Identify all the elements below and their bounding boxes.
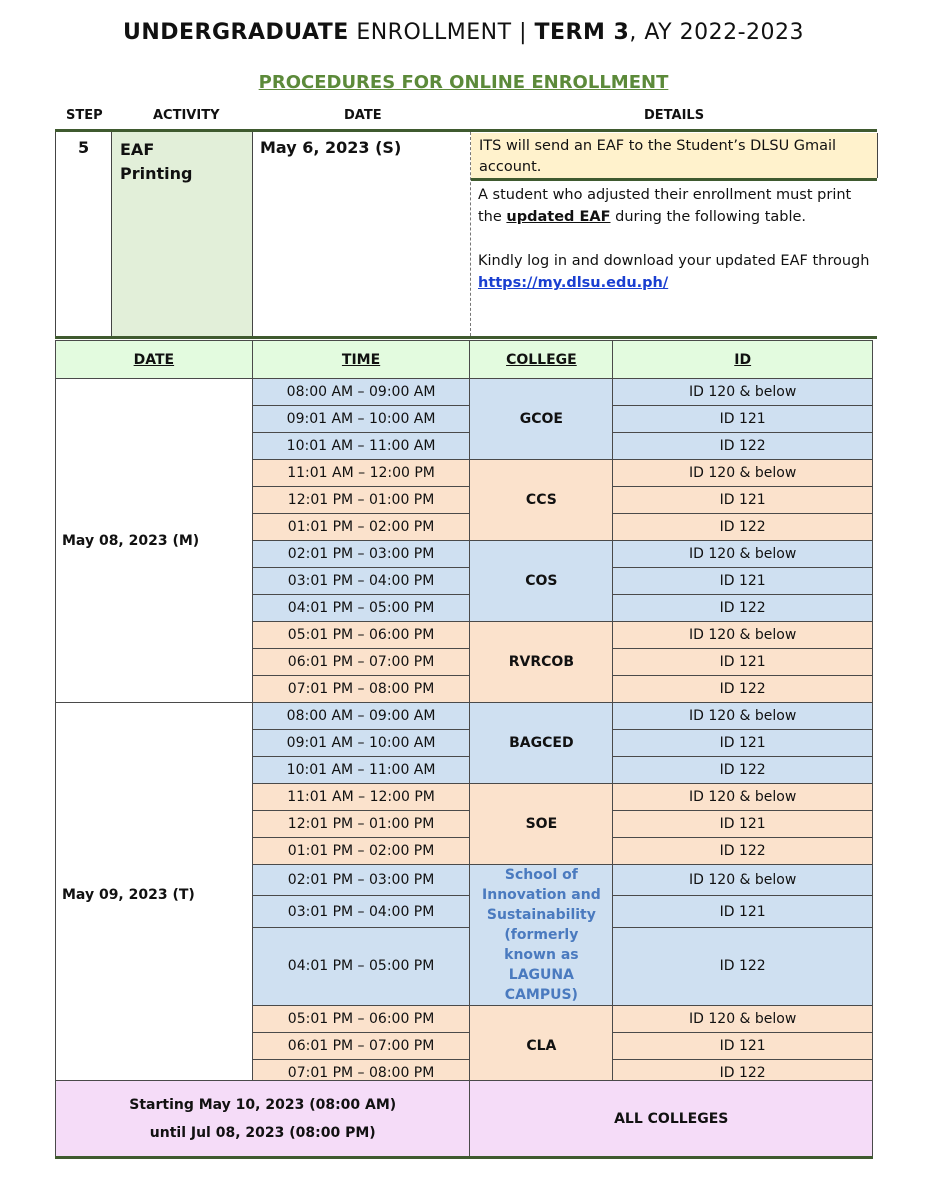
time-slot: 01:01 PM – 02:00 PM — [252, 838, 470, 865]
footer-row — [56, 1081, 873, 1157]
college-name: RVRCOB — [470, 622, 613, 703]
footer-table — [55, 1080, 873, 1157]
header-id: ID — [613, 341, 873, 379]
id-range: ID 122 — [613, 838, 873, 865]
header-time: TIME — [252, 341, 470, 379]
updated-eaf-emphasis: updated EAF — [506, 209, 611, 225]
id-range: ID 121 — [613, 487, 873, 514]
title-part: ENROLLMENT | — [348, 20, 535, 45]
page-subtitle: PROCEDURES FOR ONLINE ENROLLMENT — [258, 72, 669, 93]
college-name: School of Innovation and Sustainability (formerly known as LAGUNA CAMPUS) — [470, 865, 613, 1006]
time-slot: 03:01 PM – 04:00 PM — [252, 568, 470, 595]
time-slot: 01:01 PM – 02:00 PM — [252, 514, 470, 541]
college-name: SOE — [470, 784, 613, 865]
footer-date-line: until Jul 08, 2023 (08:00 PM) — [149, 1124, 376, 1141]
id-range: ID 121 — [613, 649, 873, 676]
details-text-part: Kindly log in and download your updated EAF through — [478, 253, 870, 269]
id-range: ID 121 — [613, 811, 873, 838]
divider-note — [471, 178, 877, 181]
its-note-text: ITS will send an EAF to the Student’s DLSU Gmail account. — [479, 138, 837, 175]
col-header-step: STEP — [66, 108, 103, 123]
col-header-activity: ACTIVITY — [153, 108, 220, 123]
id-range: ID 121 — [613, 568, 873, 595]
header-date: DATE — [56, 341, 253, 379]
time-slot: 04:01 PM – 05:00 PM — [252, 595, 470, 622]
col-header-details: DETAILS — [644, 108, 705, 123]
day-date: May 09, 2023 (T) — [56, 703, 253, 1087]
time-slot: 08:00 AM – 09:00 AM — [252, 703, 470, 730]
college-name: CLA — [470, 1006, 613, 1087]
activity-name — [120, 138, 192, 186]
time-slot: 04:01 PM – 05:00 PM — [252, 927, 470, 1005]
footer-date-line: Starting May 10, 2023 (08:00 AM) — [129, 1096, 397, 1113]
step-number: 5 — [78, 138, 90, 157]
time-slot: 02:01 PM – 03:00 PM — [252, 865, 470, 896]
time-slot: 07:01 PM – 08:00 PM — [252, 1060, 470, 1087]
schedule-table — [55, 340, 873, 1087]
id-range: ID 120 & below — [613, 379, 873, 406]
its-note — [471, 133, 878, 178]
id-range: ID 122 — [613, 676, 873, 703]
schedule-header-row — [56, 341, 873, 379]
id-range: ID 122 — [613, 1060, 873, 1087]
table-row — [56, 379, 873, 406]
divider-bottom — [55, 1156, 873, 1159]
id-range: ID 120 & below — [613, 460, 873, 487]
id-range: ID 120 & below — [613, 1006, 873, 1033]
time-slot: 05:01 PM – 06:00 PM — [252, 622, 470, 649]
mylasalle-link[interactable]: https://my.dlsu.edu.ph/ — [478, 275, 669, 291]
details-text-part: during the following table. — [610, 209, 807, 225]
spacer — [478, 228, 873, 250]
id-range: ID 120 & below — [613, 865, 873, 896]
id-range: ID 121 — [613, 730, 873, 757]
title-part: UNDERGRADUATE — [122, 20, 349, 45]
time-slot: 08:00 AM – 09:00 AM — [252, 379, 470, 406]
id-range: ID 122 — [613, 514, 873, 541]
id-range: ID 121 — [613, 896, 873, 927]
time-slot: 12:01 PM – 01:00 PM — [252, 487, 470, 514]
time-slot: 09:01 AM – 10:00 AM — [252, 406, 470, 433]
college-name: COS — [470, 541, 613, 622]
time-slot: 02:01 PM – 03:00 PM — [252, 541, 470, 568]
header-college: COLLEGE — [470, 341, 613, 379]
time-slot: 10:01 AM – 11:00 AM — [252, 757, 470, 784]
footer-date-range — [56, 1081, 470, 1157]
id-range: ID 121 — [613, 406, 873, 433]
id-range: ID 121 — [613, 1033, 873, 1060]
grid-line — [252, 132, 253, 336]
time-slot: 11:01 AM – 12:00 PM — [252, 460, 470, 487]
grid-line — [111, 132, 112, 336]
step-date: May 6, 2023 (S) — [260, 138, 402, 157]
title-part: , AY 2022-2023 — [629, 20, 805, 45]
divider-mid — [55, 336, 877, 339]
id-range: ID 120 & below — [613, 622, 873, 649]
activity-line: Printing — [120, 164, 193, 183]
id-range: ID 122 — [613, 927, 873, 1005]
time-slot: 09:01 AM – 10:00 AM — [252, 730, 470, 757]
college-name: CCS — [470, 460, 613, 541]
id-range: ID 122 — [613, 757, 873, 784]
footer-all-colleges: ALL COLLEGES — [470, 1081, 873, 1157]
time-slot: 06:01 PM – 07:00 PM — [252, 649, 470, 676]
details-text-part: A student who adjusted their enrollment must print the — [478, 187, 852, 225]
id-range: ID 120 & below — [613, 784, 873, 811]
time-slot: 07:01 PM – 08:00 PM — [252, 676, 470, 703]
details-paragraph-2 — [478, 250, 873, 294]
id-range: ID 122 — [613, 433, 873, 460]
college-name: GCOE — [470, 379, 613, 460]
details-text — [478, 184, 873, 294]
col-header-date: DATE — [344, 108, 382, 123]
time-slot: 11:01 AM – 12:00 PM — [252, 784, 470, 811]
time-slot: 06:01 PM – 07:00 PM — [252, 1033, 470, 1060]
grid-line — [55, 132, 56, 336]
title-part: TERM 3 — [534, 20, 630, 45]
college-name: BAGCED — [470, 703, 613, 784]
activity-line: EAF — [120, 140, 155, 159]
page-title — [0, 20, 927, 45]
id-range: ID 120 & below — [613, 541, 873, 568]
id-range: ID 120 & below — [613, 703, 873, 730]
day-date: May 08, 2023 (M) — [56, 379, 253, 703]
table-row — [56, 703, 873, 730]
time-slot: 12:01 PM – 01:00 PM — [252, 811, 470, 838]
time-slot: 05:01 PM – 06:00 PM — [252, 1006, 470, 1033]
time-slot: 10:01 AM – 11:00 AM — [252, 433, 470, 460]
details-paragraph-1 — [478, 184, 873, 228]
id-range: ID 122 — [613, 595, 873, 622]
time-slot: 03:01 PM – 04:00 PM — [252, 896, 470, 927]
